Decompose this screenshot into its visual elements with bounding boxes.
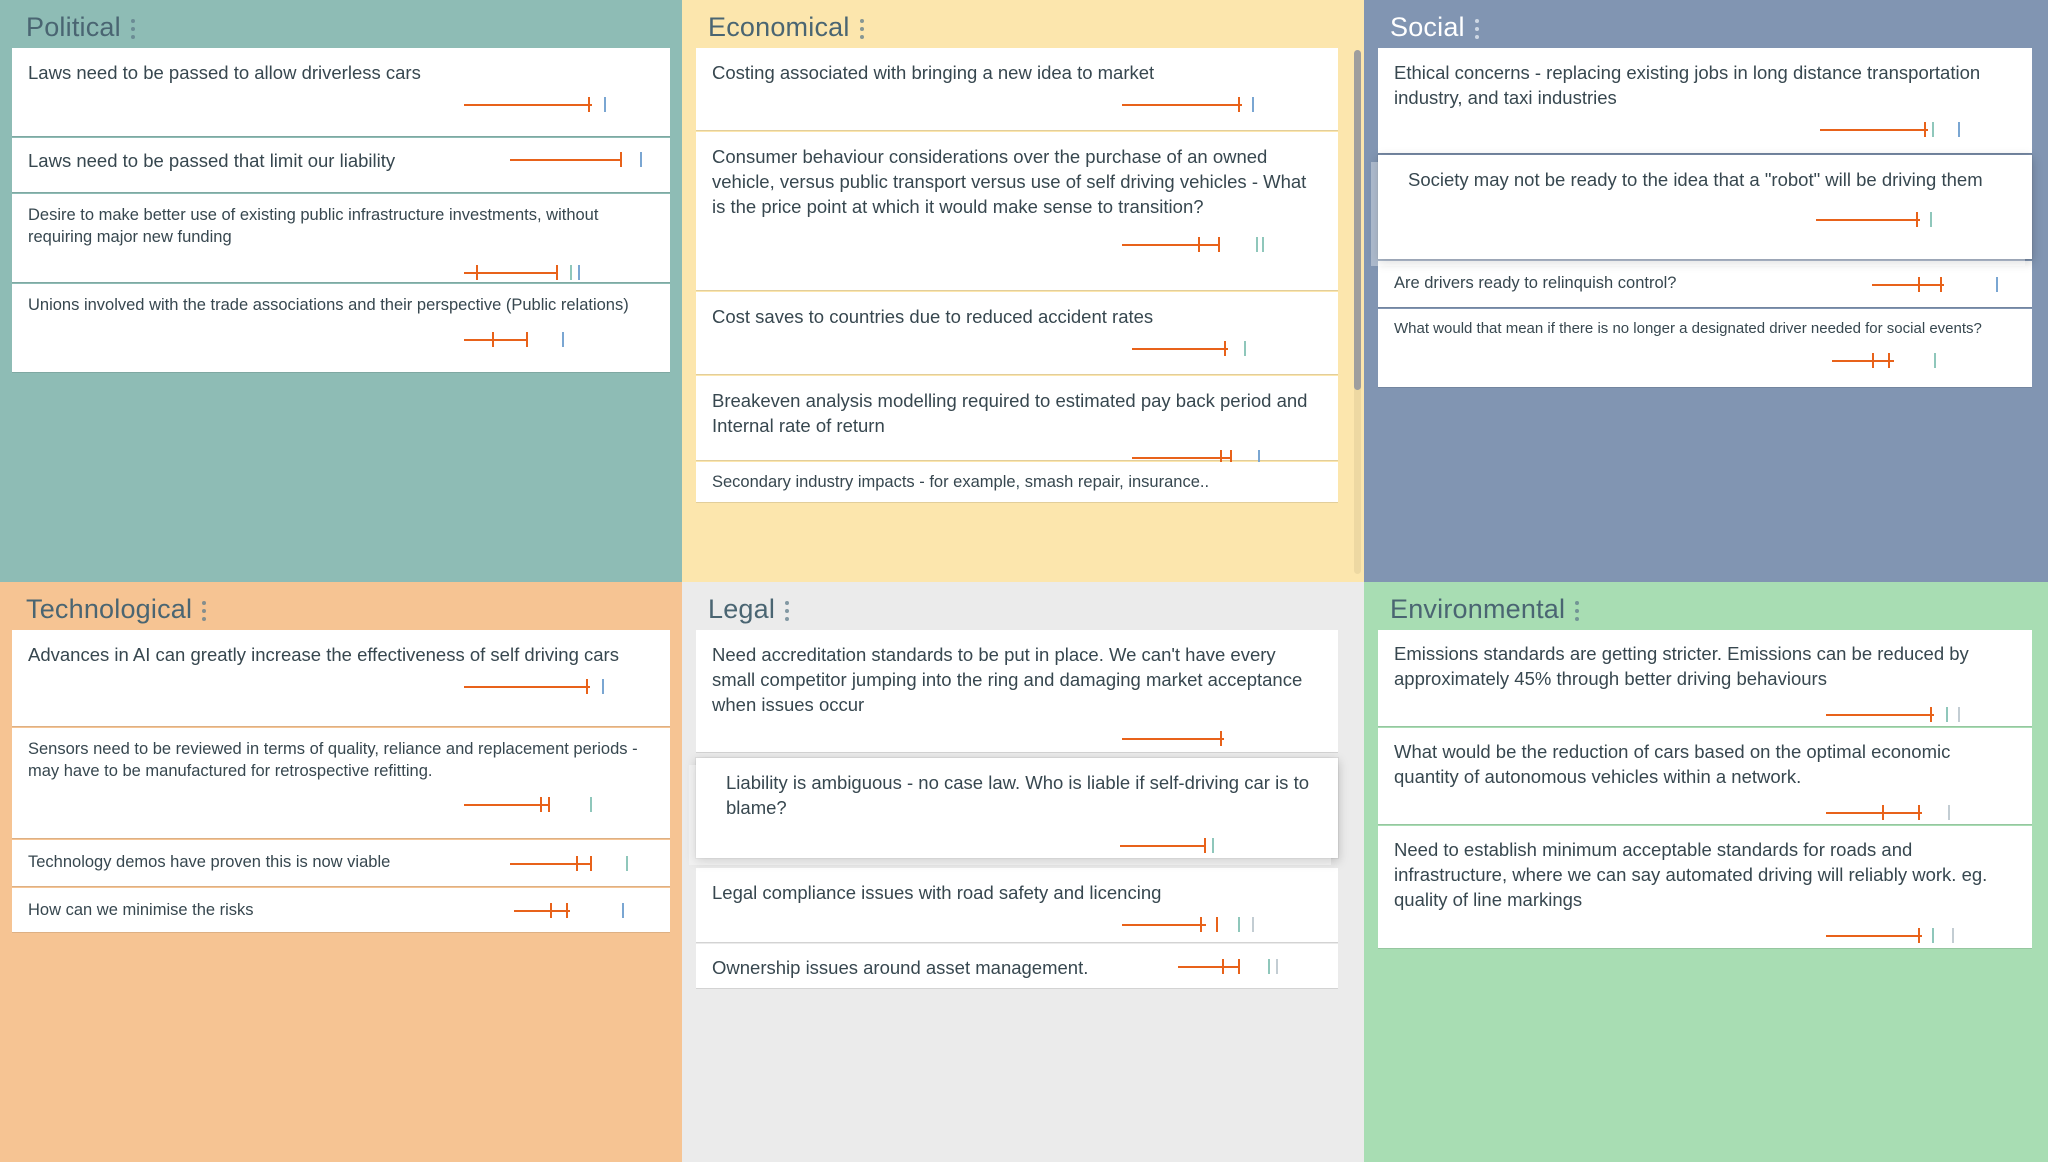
vote-meter[interactable] — [1866, 273, 2016, 295]
vote-meter[interactable] — [726, 834, 1322, 856]
card-text: Laws need to be passed to allow driverless cars — [28, 62, 421, 83]
column-economical — [682, 0, 1364, 582]
list-item[interactable] — [696, 868, 1338, 942]
list-item[interactable] — [12, 840, 670, 886]
card-text: Unions involved with the trade associations and their perspective (Public relations) — [28, 296, 629, 314]
vote-meter[interactable] — [28, 793, 654, 815]
card-text: Costing associated with bringing a new idea to market — [712, 62, 1155, 83]
list-item[interactable] — [696, 132, 1338, 290]
card-text: Ownership issues around asset management. — [712, 957, 1089, 978]
kebab-menu-icon[interactable] — [1575, 598, 1580, 620]
vote-meter[interactable] — [1408, 208, 2016, 230]
card-text: Society may not be ready to the idea that a "robot" will be driving them — [1408, 169, 1983, 190]
vote-meter[interactable] — [28, 675, 654, 697]
column-header-economical — [682, 0, 1364, 48]
vote-meter[interactable] — [712, 93, 1322, 115]
card-list-legal — [682, 630, 1364, 988]
card-list-economical — [682, 48, 1364, 502]
card-text: Technology demos have proven this is now viable — [28, 853, 391, 871]
column-title: Environmental — [1390, 593, 1566, 624]
list-item[interactable] — [696, 462, 1338, 502]
column-title: Political — [26, 11, 121, 42]
column-title: Economical — [708, 11, 850, 42]
column-header-political — [0, 0, 682, 48]
column-legal — [682, 582, 1364, 1162]
card-list-political — [0, 48, 682, 372]
list-item[interactable] — [1378, 826, 2032, 948]
card-text: Consumer behaviour considerations over the purchase of an owned vehicle, versus public transport versus use of self driving vehicles - What is the price point at which it would make sense to transition? — [712, 146, 1307, 218]
vote-meter[interactable] — [712, 913, 1322, 935]
list-item[interactable] — [696, 944, 1338, 988]
vote-meter[interactable] — [1394, 924, 2016, 946]
vote-meter[interactable] — [28, 261, 654, 283]
vote-meter[interactable] — [712, 727, 1322, 749]
card-text: Need accreditation standards to be put in place. We can't have every small competitor jumping into the ring and damaging market acceptance when issues occur — [712, 644, 1303, 716]
vote-meter[interactable] — [28, 328, 654, 350]
list-item[interactable] — [696, 292, 1338, 374]
column-environmental — [1364, 582, 2048, 1162]
card-text: What would that mean if there is no longer a designated driver needed for social events? — [1394, 320, 1982, 337]
card-text: What would be the reduction of cars based on the optimal economic quantity of autonomous vehicles within a network. — [1394, 741, 1951, 788]
kebab-menu-icon[interactable] — [785, 598, 790, 620]
card-text: Sensors need to be reviewed in terms of quality, reliance and replacement periods - may have to be manufactured for retrospective refitting. — [28, 740, 638, 781]
card-text: Liability is ambiguous - no case law. Who is liable if self-driving car is to blame? — [726, 772, 1309, 819]
vote-meter[interactable] — [504, 899, 654, 921]
kebab-menu-icon[interactable] — [131, 16, 136, 38]
card-list-environmental — [1364, 630, 2048, 948]
column-scrollbar-thumb[interactable] — [1354, 50, 1361, 390]
card-text: Secondary industry impacts - for example, smash repair, insurance.. — [712, 473, 1210, 491]
column-technological — [0, 582, 682, 1162]
vote-meter[interactable] — [712, 337, 1322, 359]
card-text: Legal compliance issues with road safety and licencing — [712, 882, 1162, 903]
list-item[interactable] — [696, 48, 1338, 130]
list-item[interactable] — [1378, 728, 2032, 824]
card-text: Desire to make better use of existing public infrastructure investments, without requiring major new funding — [28, 206, 599, 247]
card-text: Advances in AI can greatly increase the effectiveness of self driving cars — [28, 644, 619, 665]
card-text: Cost saves to countries due to reduced accident rates — [712, 306, 1154, 327]
card-text: Are drivers ready to relinquish control? — [1394, 274, 1677, 292]
card-text: Need to establish minimum acceptable standards for roads and infrastructure, where we can say automated driving will reliably work. eg. quality of line markings — [1394, 839, 1988, 911]
column-header-social — [1364, 0, 2048, 48]
card-text: How can we minimise the risks — [28, 901, 254, 919]
list-item[interactable] — [12, 728, 670, 838]
kebab-menu-icon[interactable] — [1475, 16, 1480, 38]
list-item[interactable] — [12, 284, 670, 372]
kebab-menu-icon[interactable] — [202, 598, 207, 620]
list-item[interactable] — [1378, 630, 2032, 726]
column-header-environmental — [1364, 582, 2048, 630]
list-item[interactable] — [696, 630, 1338, 752]
list-item[interactable] — [12, 630, 670, 726]
vote-meter[interactable] — [28, 93, 654, 115]
card-list-social — [1364, 48, 2048, 387]
vote-meter[interactable] — [712, 233, 1322, 255]
column-scrollbar[interactable] — [1354, 50, 1361, 574]
column-header-technological — [0, 582, 682, 630]
vote-meter[interactable] — [1394, 349, 2016, 371]
list-item[interactable] — [12, 138, 670, 192]
list-item[interactable] — [12, 888, 670, 932]
card-list-technological — [0, 630, 682, 932]
vote-meter[interactable] — [504, 852, 654, 874]
column-header-legal — [682, 582, 1364, 630]
column-political — [0, 0, 682, 582]
card-text: Emissions standards are getting stricter. Emissions can be reduced by approximately 45% through better driving behaviours — [1394, 643, 1969, 690]
card-text: Laws need to be passed that limit our liability — [28, 150, 396, 171]
vote-meter[interactable] — [1394, 801, 2016, 823]
list-item[interactable] — [1378, 155, 2032, 259]
column-title: Social — [1390, 11, 1465, 42]
list-item[interactable] — [696, 376, 1338, 460]
vote-meter[interactable] — [504, 148, 654, 170]
column-social — [1364, 0, 2048, 582]
list-item[interactable] — [1378, 48, 2032, 153]
card-text: Breakeven analysis modelling required to estimated pay back period and Internal rate of return — [712, 390, 1308, 437]
column-title: Legal — [708, 593, 776, 624]
list-item[interactable] — [12, 48, 670, 136]
kebab-menu-icon[interactable] — [860, 16, 865, 38]
list-item[interactable] — [1378, 261, 2032, 307]
vote-meter[interactable] — [1172, 955, 1322, 977]
card-text: Ethical concerns - replacing existing jobs in long distance transportation industry, and taxi industries — [1394, 62, 1981, 109]
list-item[interactable] — [696, 758, 1338, 858]
column-title: Technological — [26, 593, 193, 624]
list-item[interactable] — [12, 194, 670, 282]
vote-meter[interactable] — [1394, 118, 2016, 140]
list-item[interactable] — [1378, 309, 2032, 387]
vote-meter[interactable] — [1394, 703, 2016, 725]
